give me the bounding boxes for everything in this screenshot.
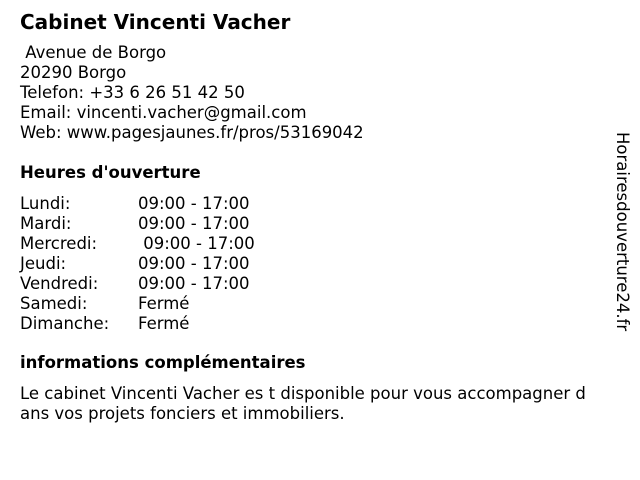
hours-heading: Heures d'ouverture	[20, 163, 201, 182]
time-value: 09:00 - 17:00	[138, 254, 250, 273]
day-label: Mercredi:	[20, 234, 98, 253]
time-value: 09:00 - 17:00	[138, 214, 250, 233]
day-label: Jeudi:	[20, 254, 67, 273]
info-heading: informations complémentaires	[20, 353, 306, 372]
day-label: Dimanche:	[20, 314, 110, 333]
day-label: Lundi:	[20, 194, 71, 213]
time-value: 09:00 - 17:00	[138, 234, 255, 253]
time-value: 09:00 - 17:00	[138, 194, 250, 213]
time-value: Fermé	[138, 294, 190, 313]
site-watermark: Horairesdouverture24.fr	[613, 132, 632, 332]
description-text	[20, 384, 620, 424]
website-text: Web: www.pagesjaunes.fr/pros/53169042	[20, 123, 364, 142]
day-label: Mardi:	[20, 214, 72, 233]
business-name: Cabinet Vincenti Vacher	[20, 10, 291, 34]
address-street: Avenue de Borgo	[20, 43, 167, 62]
time-value: Fermé	[138, 314, 190, 333]
phone-text: Telefon: +33 6 26 51 42 50	[20, 83, 245, 102]
day-label: Samedi:	[20, 294, 88, 313]
time-value: 09:00 - 17:00	[138, 274, 250, 293]
contact-block	[20, 43, 364, 143]
email-text: Email: vincenti.vacher@gmail.com	[20, 103, 307, 122]
day-label: Vendredi:	[20, 274, 99, 293]
description-line: ans vos projets fonciers et immobiliers.	[20, 404, 345, 423]
description-line: Le cabinet Vincenti Vacher es t disponible pour vous accompagner d	[20, 384, 586, 403]
address-city: 20290 Borgo	[20, 63, 127, 82]
